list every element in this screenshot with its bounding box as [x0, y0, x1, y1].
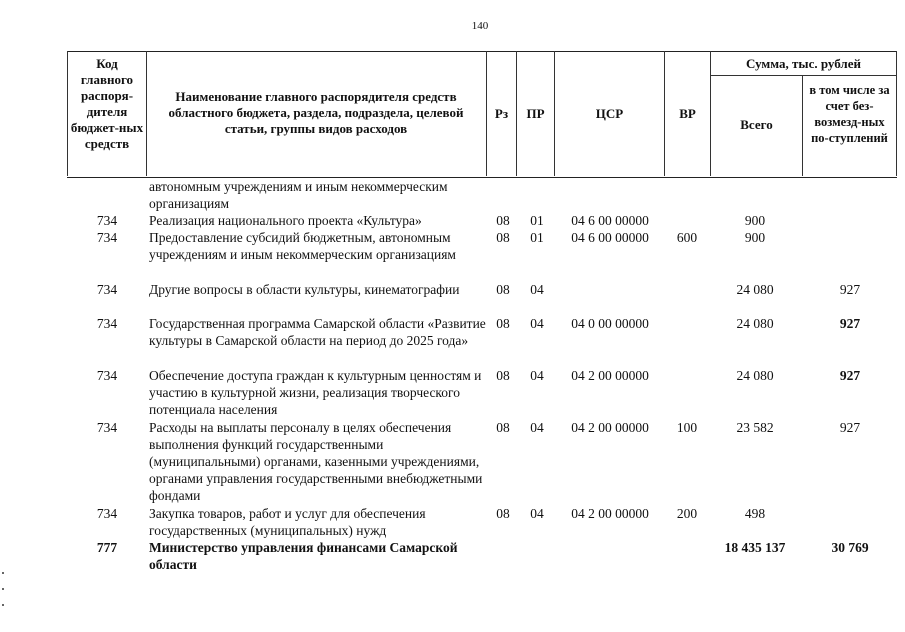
column-divider: [896, 51, 897, 176]
row-code: 734: [96, 368, 118, 383]
scan-speck: [2, 588, 4, 590]
header-total: Всего: [740, 117, 773, 132]
header-name: Наименование главного распорядителя средств областного бюджета, раздела, подраздела, целевой статьи, группы видов расходов: [168, 89, 464, 136]
row-rz: 08: [496, 420, 510, 435]
row-code: 734: [96, 420, 118, 435]
page-number: 140: [471, 20, 489, 32]
row-rz: 08: [496, 213, 510, 228]
row-total: 24 080: [736, 316, 774, 331]
column-divider: [146, 51, 147, 176]
row-name: Предоставление субсидий бюджетным, автономным учреждениям и иным некоммерческим организациям: [149, 230, 456, 262]
row-code: 777: [96, 540, 118, 555]
row-code: 734: [96, 316, 118, 331]
scan-speck: [2, 572, 4, 574]
row-code: 734: [96, 213, 118, 228]
row-name: Расходы на выплаты персоналу в целях обеспечения выполнения функций государственными (муниципальными) органами, казенными учреждениями, органами управления государственными внебюджетными фондами: [149, 420, 483, 503]
row-csr: 04 0 00 00000: [571, 316, 649, 331]
header-sum: Сумма, тыс. рублей: [746, 56, 861, 71]
row-name: Другие вопросы в области культуры, кинематографии: [149, 282, 460, 297]
column-divider: [67, 51, 68, 176]
row-pr: 04: [530, 506, 544, 521]
row-name: Реализация национального проекта «Культура»: [149, 213, 422, 228]
row-pr: 01: [530, 213, 544, 228]
row-rz: 08: [496, 316, 510, 331]
row-pr: 04: [530, 316, 544, 331]
row-rz: 08: [496, 230, 510, 245]
row-free: 927: [839, 316, 861, 331]
row-vr: 200: [676, 506, 698, 521]
row-name: Министерство управления финансами Самарской области: [149, 540, 458, 572]
row-pr: 04: [530, 282, 544, 297]
row-pr: 04: [530, 368, 544, 383]
row-rz: 08: [496, 282, 510, 297]
column-divider: [802, 75, 803, 176]
row-rz: 08: [496, 368, 510, 383]
row-total: 24 080: [736, 282, 774, 297]
row-code: 734: [96, 506, 118, 521]
sum-header-divider: [710, 75, 897, 76]
row-csr: 04 2 00 00000: [571, 368, 649, 383]
header-pr: ПР: [526, 106, 545, 121]
row-pr: 04: [530, 420, 544, 435]
row-free: 927: [839, 420, 861, 435]
row-csr: 04 2 00 00000: [571, 420, 649, 435]
row-rz: 08: [496, 506, 510, 521]
header-code: Код главного распоря-дителя бюджет-ных средств: [70, 56, 144, 151]
row-vr: 600: [676, 230, 698, 245]
header-free: в том числе за счет без-возмезд-ных по-ступлений: [809, 83, 890, 145]
scan-speck: [2, 604, 4, 606]
row-free: 30 769: [831, 540, 869, 555]
row-csr: 04 2 00 00000: [571, 506, 649, 521]
row-total: 900: [744, 213, 766, 228]
row-total: 498: [744, 506, 766, 521]
row-code: 734: [96, 230, 118, 245]
row-code: 734: [96, 282, 118, 297]
row-name: Государственная программа Самарской области «Развитие культуры в Самарской области на период до 2025 года»: [149, 316, 486, 348]
row-free: 927: [839, 282, 861, 297]
row-total: 900: [744, 230, 766, 245]
row-total: 24 080: [736, 368, 774, 383]
row-csr: 04 6 00 00000: [571, 230, 649, 245]
row-total: 23 582: [736, 420, 774, 435]
row-vr: 100: [676, 420, 698, 435]
header-rz: Рз: [494, 106, 509, 121]
header-csr: ЦСР: [595, 106, 624, 121]
row-pr: 01: [530, 230, 544, 245]
row-name: автономным учреждениям и иным некоммерческим организациям: [149, 179, 448, 211]
row-free: 927: [839, 368, 861, 383]
row-name: Обеспечение доступа граждан к культурным ценностям и участию в культурной жизни, реализация творческого потенциала населения: [149, 368, 482, 417]
header-vr: ВР: [679, 106, 696, 121]
row-csr: 04 6 00 00000: [571, 213, 649, 228]
row-name: Закупка товаров, работ и услуг для обеспечения государственных (муниципальных) нужд: [149, 506, 426, 538]
row-total: 18 435 137: [724, 540, 786, 555]
